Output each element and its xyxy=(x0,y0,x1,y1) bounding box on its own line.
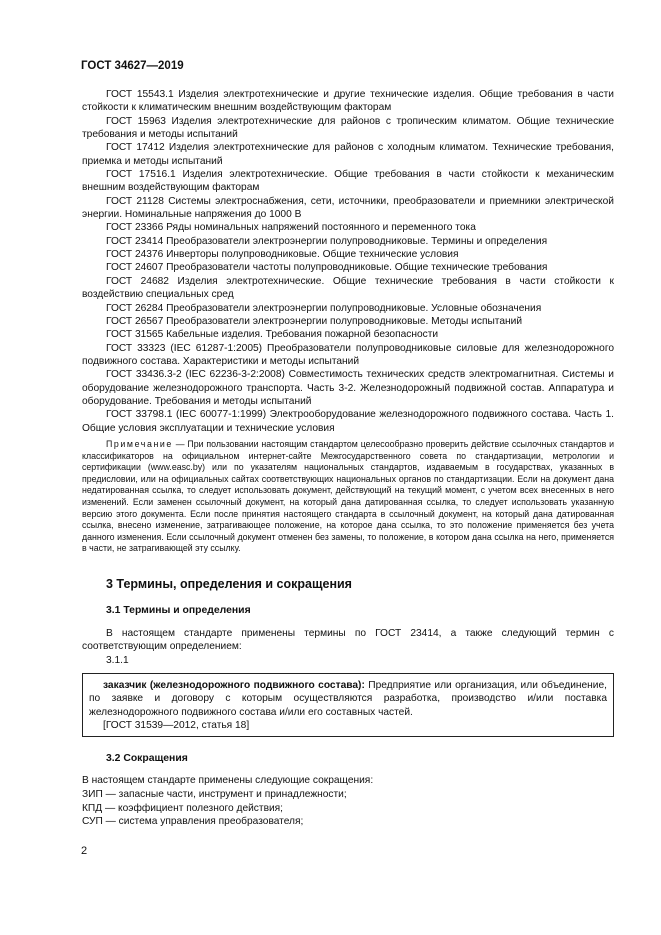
reference-item: ГОСТ 24376 Инверторы полупроводниковые. Общие технические условия xyxy=(106,249,459,261)
terms-intro: В настоящем стандарте применены термины по ГОСТ 23414, а также следующий термин с соответствующим определением: xyxy=(82,627,614,653)
abbreviations-intro: В настоящем стандарте применены следующие сокращения: xyxy=(82,775,374,787)
reference-item: ГОСТ 15543.1 Изделия электротехнические и другие технические изделия. Общие требования в части стойкости к климатическим внешним воздействующим факторам xyxy=(82,89,614,114)
document-body xyxy=(82,88,614,829)
abbreviation-item: КПД — коэффициент полезного действия; xyxy=(82,802,284,814)
reference-item: ГОСТ 33798.1 (IEC 60077-1:1999) Электрооборудование железнодорожного подвижного состава. Часть 1. Общие условия эксплуатации и технические условия xyxy=(82,409,614,434)
document-header: ГОСТ 34627—2019 xyxy=(81,60,184,72)
term-definition xyxy=(89,679,607,719)
term-definition-text: Предприятие или организация, или объединение, по заявке и договору с которым осуществляются разработка, производство и/или поставка железнодорожного подвижного состава и/или его составных частей. xyxy=(89,679,607,718)
reference-item: ГОСТ 21128 Системы электроснабжения, сети, источники, преобразователи и приемники электрической энергии. Номинальные напряжения до 1000 В xyxy=(82,195,614,221)
reference-item: ГОСТ 24607 Преобразователи частоты полупроводниковые. Общие технические требования xyxy=(106,262,548,274)
reference-item: ГОСТ 23414 Преобразователи электроэнергии полупроводниковые. Термины и определения xyxy=(106,235,548,247)
term-number: 3.1.1 xyxy=(106,654,129,666)
abbreviations-list xyxy=(82,774,614,828)
reference-item: ГОСТ 26567 Преобразователи электроэнергии полупроводниковые. Методы испытаний xyxy=(106,315,523,327)
section-title: 3 Термины, определения и сокращения xyxy=(106,576,352,591)
reference-item: ГОСТ 17412 Изделия электротехнические для районов с холодным климатом. Технические требования, приемка и методы испытаний xyxy=(82,142,614,167)
abbreviation-item: ЗИП — запасные части, инструмент и принадлежности; xyxy=(82,788,347,800)
subsection-title-terms: 3.1 Термины и определения xyxy=(106,604,251,616)
subsection-title-abbreviations: 3.2 Сокращения xyxy=(106,753,188,765)
term-definition-box xyxy=(82,673,614,738)
reference-item: ГОСТ 23366 Ряды номинальных напряжений постоянного и переменного тока xyxy=(106,222,476,234)
page-number: 2 xyxy=(81,845,88,857)
reference-item: ГОСТ 33323 (IEC 61287-1:2005) Преобразователи полупроводниковые силовые для железнодорожного подвижного состава. Характеристики и методы испытаний xyxy=(82,342,614,367)
normative-references-list xyxy=(82,88,614,435)
note-paragraph xyxy=(82,439,614,555)
reference-item: ГОСТ 17516.1 Изделия электротехнические. Общие требования в части стойкости к механическим внешним воздействующим факторам xyxy=(82,169,614,194)
reference-item: ГОСТ 24682 Изделия электротехнические. Общие технические требования в части стойкости к воздействию специальных сред xyxy=(82,275,614,301)
reference-item: ГОСТ 33436.3-2 (IEC 62236-3-2:2008) Совместимость технических средств электромагнитная. Системы и оборудование железнодорожного транспорта. Часть 3-2. Железнодорожный подвижной состав. Аппаратура и оборудование. Требования и методы испытаний xyxy=(82,369,614,407)
term-source: [ГОСТ 31539—2012, статья 18] xyxy=(103,719,250,731)
abbreviation-item: СУП — система управления преобразователя; xyxy=(82,816,304,828)
reference-item: ГОСТ 15963 Изделия электротехнические для районов с тропическим климатом. Общие технические требования и методы испытаний xyxy=(82,115,614,141)
term-name: заказчик (железнодорожного подвижного состава): xyxy=(103,679,365,691)
note-text: — При пользовании настоящим стандартом целесообразно проверить действие ссылочных стандартов и классификаторов на официальном интернет-сайте Межгосударственного совета по стандартизации, метрологии и сертификации (www.easc.by) или по указателям национальных стандартов, издаваемым в государствах, указанных в предисловии, или на официальных сайтах соответствующих национальных органов по стандартизации. Если на документ дана недатированная ссылка, то следует использовать документ, действующий на текущий момент, с учетом всех внесенных в него изменений. Если заменен ссылочный документ, на который дана датированная ссылка, то следует использовать указанную версию этого документа. Если после принятия настоящего стандарта в ссылочный документ, на который дана датированная ссылка, внесено изменение, затрагивающее положение, на которое дана ссылка, то это положение применяется без учета данного изменения. Если ссылочный документ отменен без замены, то положение, в котором дана ссылка на него, применяется в части, не затрагивающей эту ссылку. xyxy=(82,438,614,554)
reference-item: ГОСТ 31565 Кабельные изделия. Требования пожарной безопасности xyxy=(106,329,439,341)
reference-item: ГОСТ 26284 Преобразователи электроэнергии полупроводниковые. Условные обозначения xyxy=(106,302,542,314)
note-label: Примечание xyxy=(106,438,173,449)
